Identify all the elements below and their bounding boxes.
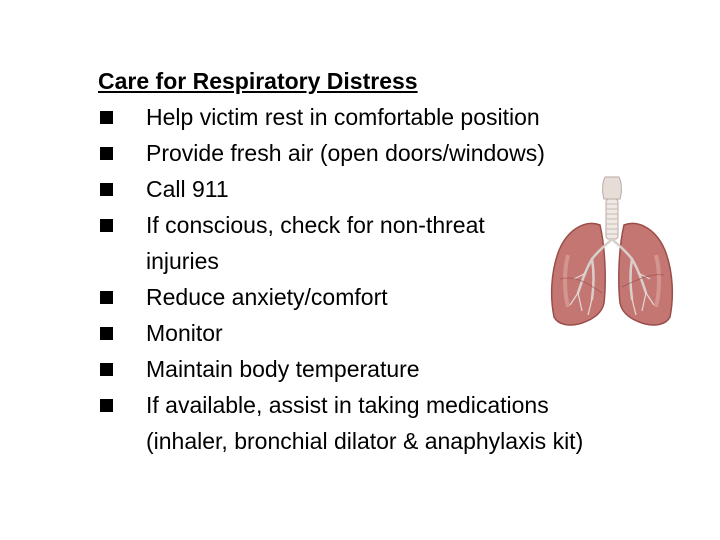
bullet-text: Reduce anxiety/comfort [146, 284, 388, 310]
bullet-item [98, 351, 698, 387]
bullet-text: Help victim rest in comfortable position [146, 104, 540, 130]
lungs-icon [548, 175, 676, 329]
bullet-square-icon [100, 363, 113, 376]
bullet-text: Provide fresh air (open doors/windows) [146, 140, 545, 166]
bullet-text-continued: (inhaler, bronchial dilator & anaphylaxis kit) [146, 428, 584, 454]
bullet-text: Maintain body temperature [146, 356, 420, 382]
bullet-square-icon [100, 291, 113, 304]
bullet-square-icon [100, 183, 113, 196]
bullet-square-icon [100, 327, 113, 340]
bullet-item [98, 99, 698, 135]
bullet-item [98, 135, 698, 171]
slide-title: Care for Respiratory Distress [98, 68, 418, 94]
bullet-square-icon [100, 111, 113, 124]
bullet-item [98, 387, 698, 459]
bullet-text: If available, assist in taking medications [146, 392, 549, 418]
bullet-text-continued: injuries [146, 248, 219, 274]
bullet-square-icon [100, 399, 113, 412]
bullet-text: If conscious, check for non-threat [146, 212, 485, 238]
bullet-text: Monitor [146, 320, 223, 346]
bullet-text: Call 911 [146, 176, 229, 202]
bullet-square-icon [100, 219, 113, 232]
bullet-square-icon [100, 147, 113, 160]
